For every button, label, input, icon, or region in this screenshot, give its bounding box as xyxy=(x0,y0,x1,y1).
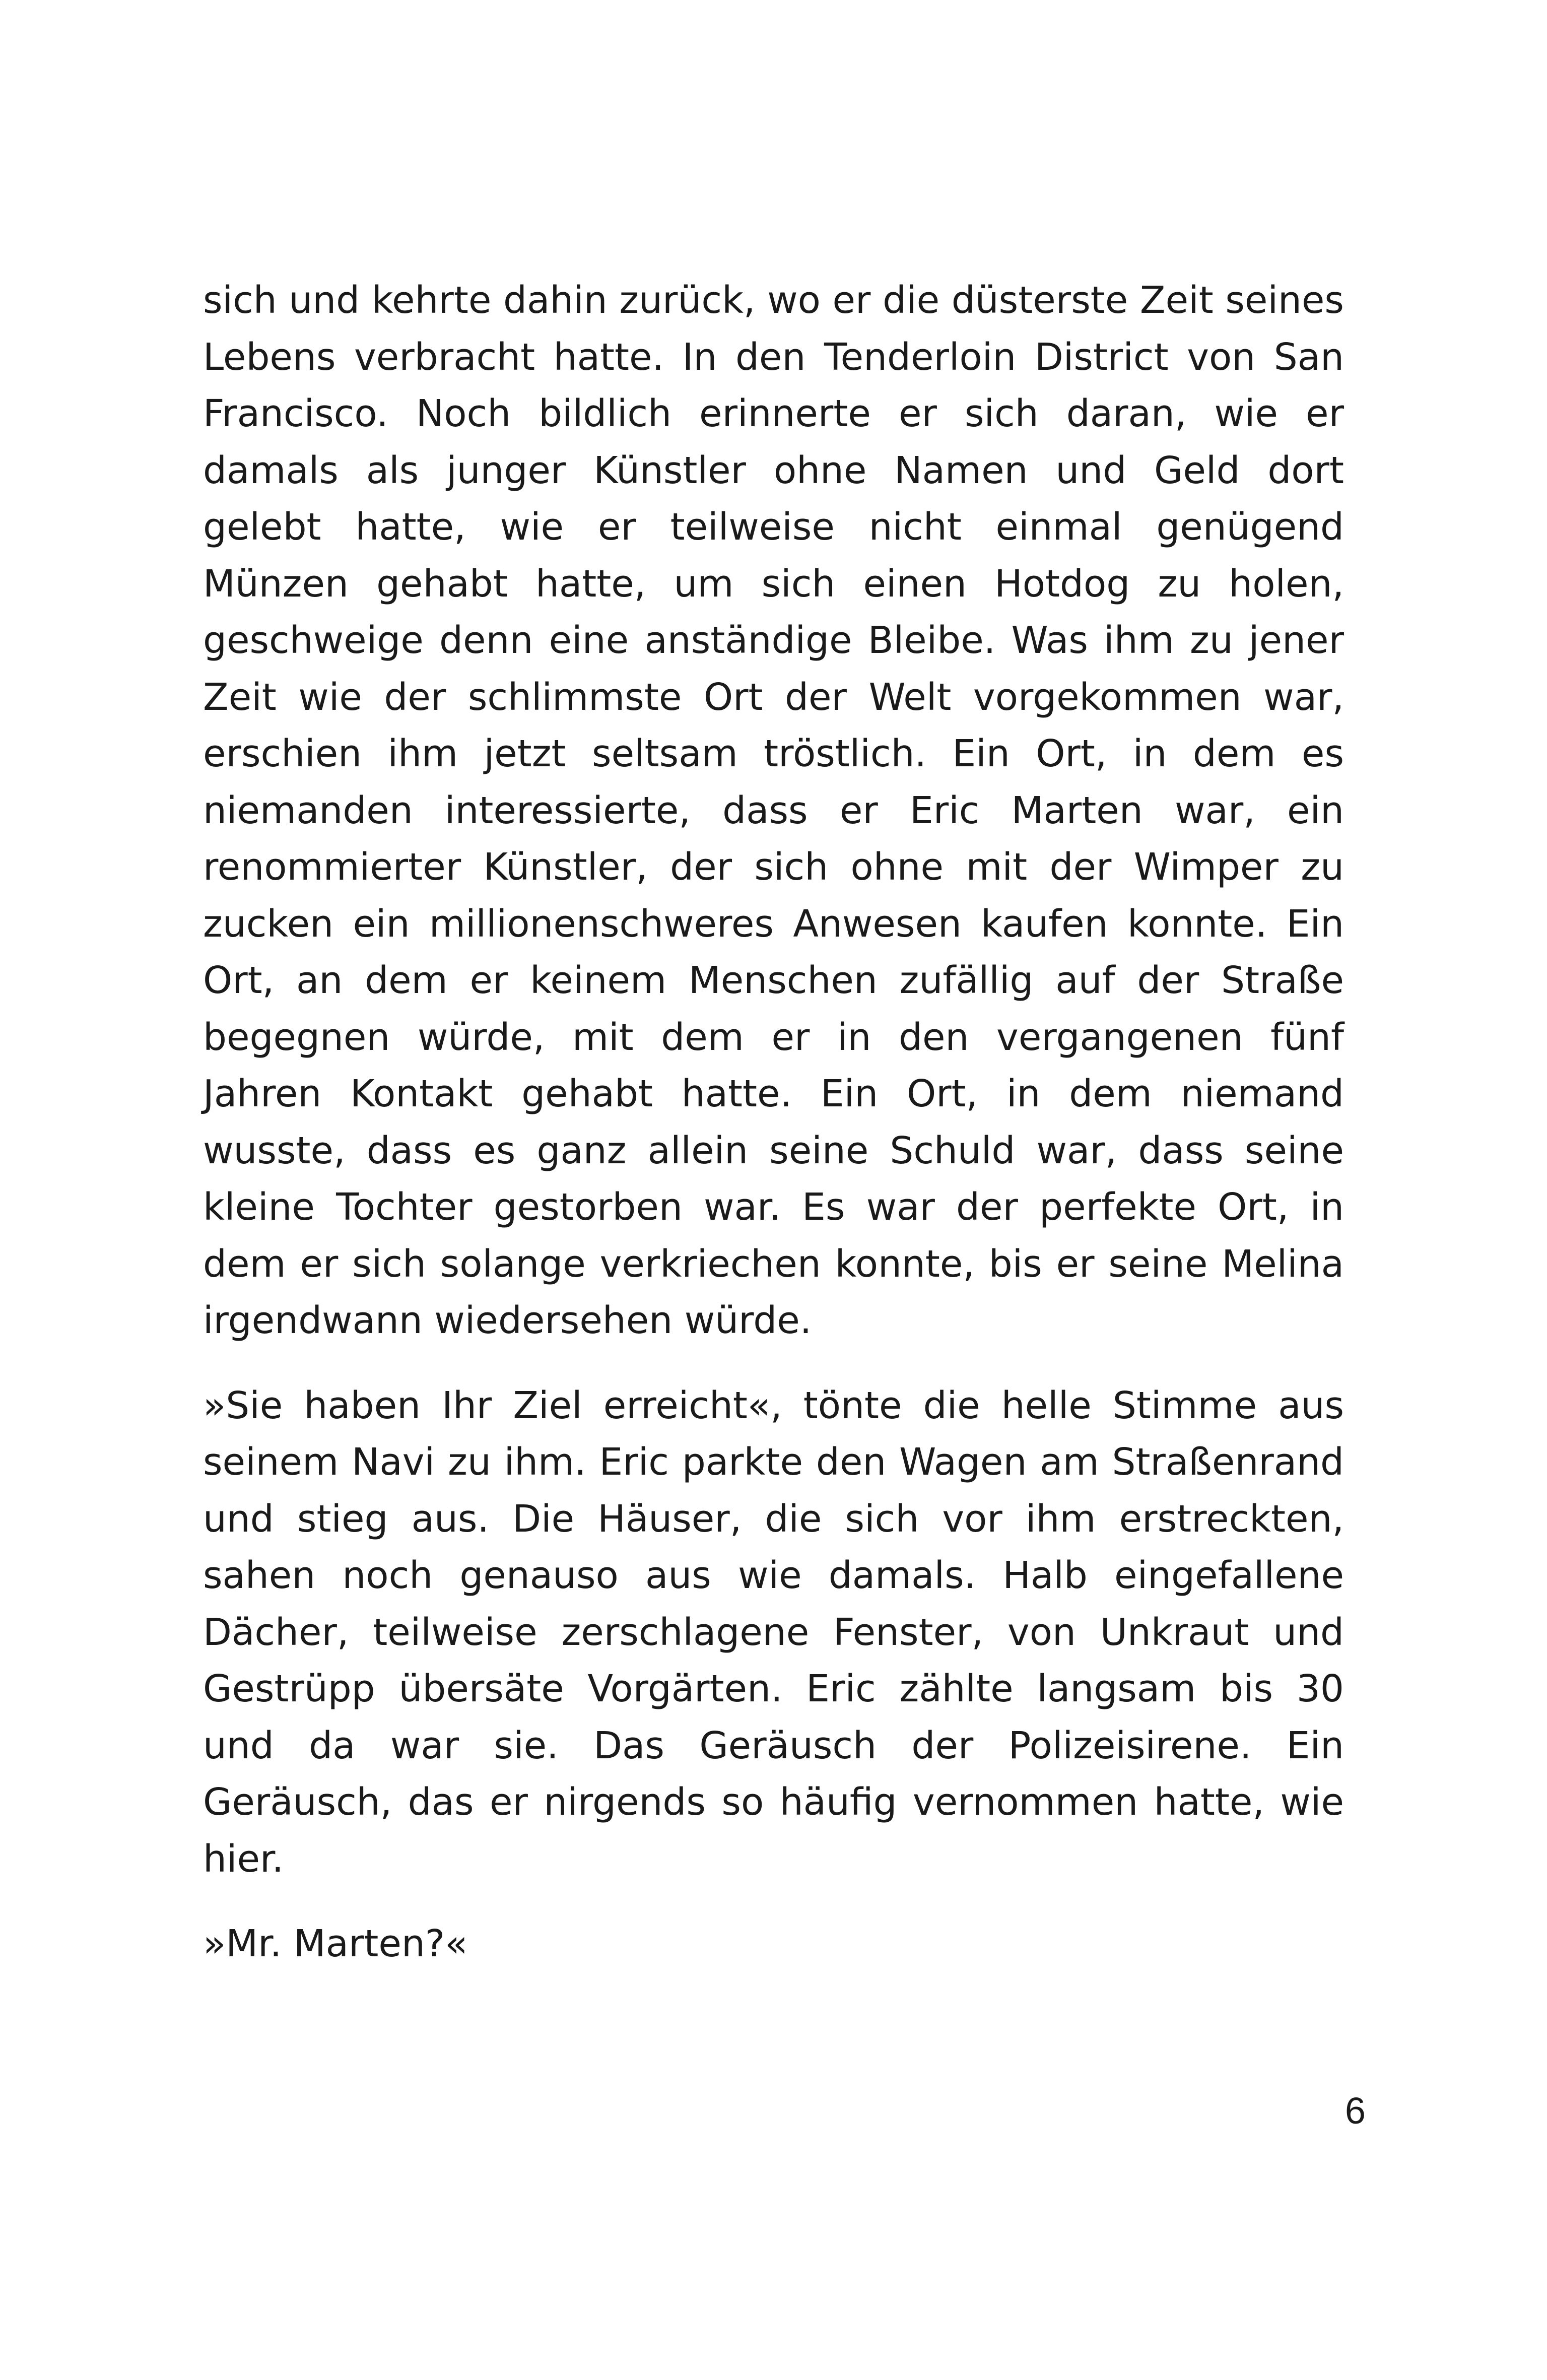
body-text xyxy=(203,272,1344,1972)
paragraph-1: sich und kehrte dahin zurück, wo er die düsterste Zeit seines Lebens verbracht hatte. In den Tenderloin District von San Francisco. Noch bildlich erinnerte er sich daran, wie er damals als junger Künstler ohne Namen und Geld dort gelebt hatte, wie er teilweise nicht einmal genügend Münzen gehabt hatte, um sich einen Hotdog zu holen, geschweige denn eine anständige Bleibe. Was ihm zu jener Zeit wie der schlimmste Ort der Welt vorgekommen war, erschien ihm jetzt seltsam tröstlich. Ein Ort, in dem es niemanden interessierte, dass er Eric Marten war, ein renommierter Künstler, der sich ohne mit der Wimper zu zucken ein millionenschweres Anwesen kaufen konnte. Ein Ort, an dem er keinem Menschen zufällig auf der Straße begegnen würde, mit dem er in den vergangenen fünf Jahren Kontakt gehabt hatte. Ein Ort, in dem niemand wusste, dass es ganz allein seine Schuld war, dass seine kleine Tochter gestorben war. Es war der perfekte Ort, in dem er sich solange verkriechen konnte, bis er seine Melina irgendwann wiedersehen würde. xyxy=(203,279,1344,1342)
paragraph-2: »Sie haben Ihr Ziel erreicht«, tönte die helle Stimme aus seinem Navi zu ihm. Eric parkte den Wagen am Straßenrand und stieg aus. Die Häuser, die sich vor ihm erstreckten, sahen noch genauso aus wie damals. Halb eingefallene Dächer, teilweise zerschlagene Fenster, von Unkraut und Gestrüpp übersäte Vorgärten. Eric zählte langsam bis 30 und da war sie. Das Geräusch der Polizeisirene. Ein Geräusch, das er nirgends so häufig vernommen hatte, wie hier. xyxy=(203,1383,1344,1881)
paragraph-3: »Mr. Marten?« xyxy=(203,1922,468,1965)
page-number: 6 xyxy=(1344,2090,1366,2132)
